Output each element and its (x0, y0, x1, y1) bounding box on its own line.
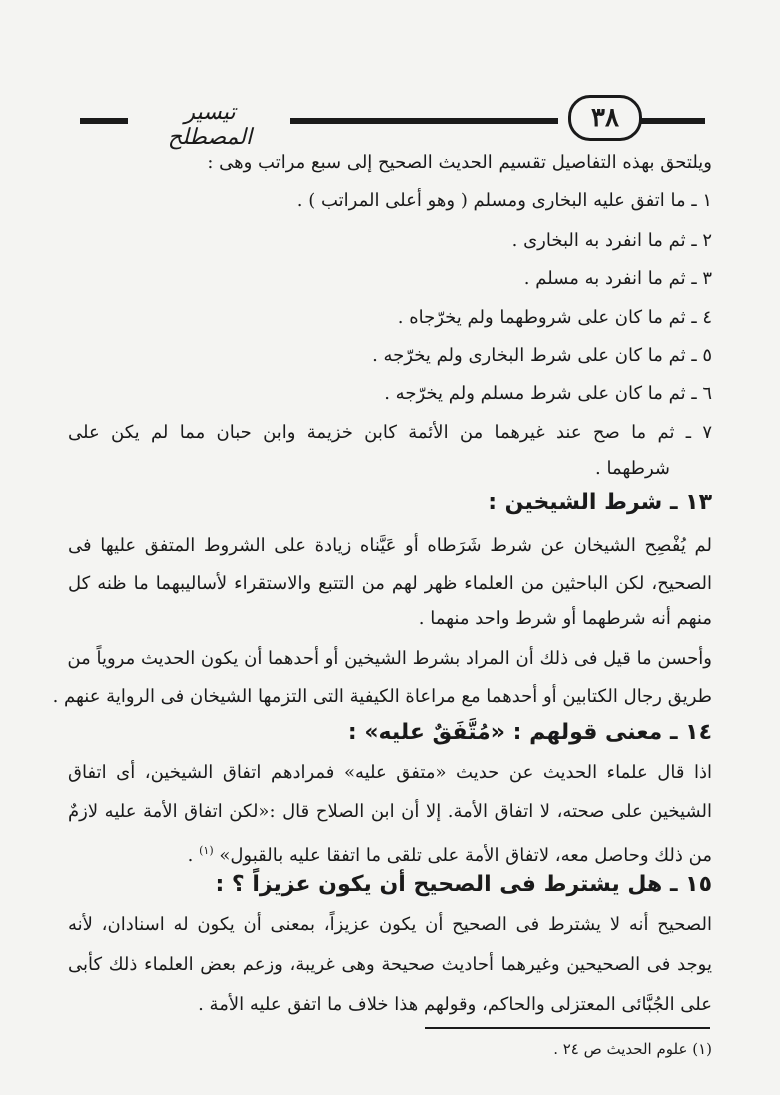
list-item: ٥ ـ ثم ما كان على شرط البخارى ولم يخرّجه . (372, 345, 712, 366)
footnote-rule (425, 1027, 710, 1029)
list-item: ١ ـ ما اتفق عليه البخارى ومسلم ( وهو أعلى المراتب ) . (296, 190, 712, 211)
paragraph-line: الصحيح أنه لا يشترط فى الصحيح أن يكون عزيزاً، بمعنى أن يكون له اسنادان، لأنه (68, 914, 712, 935)
paragraph-text: من ذلك وحاصل معه، لاتفاق الأمة على تلقى ما اتفقا عليه بالقبول» (219, 845, 712, 866)
list-item: ٤ ـ ثم ما كان على شروطهما ولم يخرّجاه . (397, 307, 712, 328)
paragraph-line: الشيخين على صحته، لا اتفاق الأمة. إلا أن ابن الصلاح قال :«لكن اتفاق الأمة عليه لازمٌ (68, 801, 712, 822)
list-item: ٣ ـ ثم ما انفرد به مسلم . (523, 268, 712, 289)
footnote: (١) علوم الحديث ص ٢٤ . (553, 1040, 712, 1058)
paragraph-line: وأحسن ما قيل فى ذلك أن المراد بشرط الشيخين أو أحدهما أن يكون الحديث مروياً من (67, 648, 712, 669)
paragraph-line: على الجُبَّائى المعتزلى والحاكم، وقولهم هذا خلاف ما اتفق عليه الأمة . (198, 994, 712, 1015)
list-item: ٧ ـ ثم ما صح عند غيرهما من الأئمة كابن خزيمة وابن حبان مما لم يكن على (68, 422, 712, 443)
book-title: تيسير المصطلح (167, 100, 253, 150)
list-item: ٢ ـ ثم ما انفرد به البخارى . (511, 230, 712, 251)
text-line: شرطهما . (595, 458, 670, 479)
paragraph-line: اذا قال علماء الحديث عن حديث «متفق عليه» فمرادهم اتفاق الشيخين، أى اتفاق (68, 762, 712, 783)
paragraph-line: لم يُفْصِح الشيخان عن شرط شَرَطاه أو عَيَّناه زيادة على الشروط المتفق عليها فى (68, 535, 712, 556)
paragraph-line: الصحيح، لكن الباحثين من العلماء ظهر لهم من التتبع والاستقراء لأساليبهما ما ظنه كل (68, 573, 712, 594)
header-rule (80, 118, 128, 124)
section-heading: ١٣ ـ شرط الشيخين : (488, 490, 712, 515)
section-heading: ١٤ ـ معنى قولهم : «مُتَّفَقٌ عليه» : (347, 720, 712, 745)
paragraph-line: طريق رجال الكتابين أو أحدهما مع مراعاة الكيفية التى التزمها الشيخان فى الرواية عنهم . (52, 686, 712, 707)
text-line: ويلتحق بهذه التفاصيل تقسيم الحديث الصحيح إلى سبع مراتب وهى : (207, 152, 712, 173)
paragraph-text: . (187, 845, 194, 866)
header-rule (290, 118, 558, 124)
header-rule (635, 118, 705, 124)
page-number: ٣٨ (568, 95, 642, 141)
section-heading: ١٥ ـ هل يشترط فى الصحيح أن يكون عزيزاً ؟ : (215, 872, 712, 897)
paragraph-line: منهم أنه شرطهما أو شرط واحد منهما . (418, 608, 712, 629)
paragraph-line: يوجد فى الصحيحين وغيرهما أحاديث صحيحة وهى غريبة، وزعم بعض العلماء ذلك كأبى (68, 954, 712, 975)
list-item: ٦ ـ ثم ما كان على شرط مسلم ولم يخرّجه . (384, 383, 712, 404)
paragraph-line (188, 838, 712, 869)
footnote-ref: (١) (199, 844, 214, 857)
